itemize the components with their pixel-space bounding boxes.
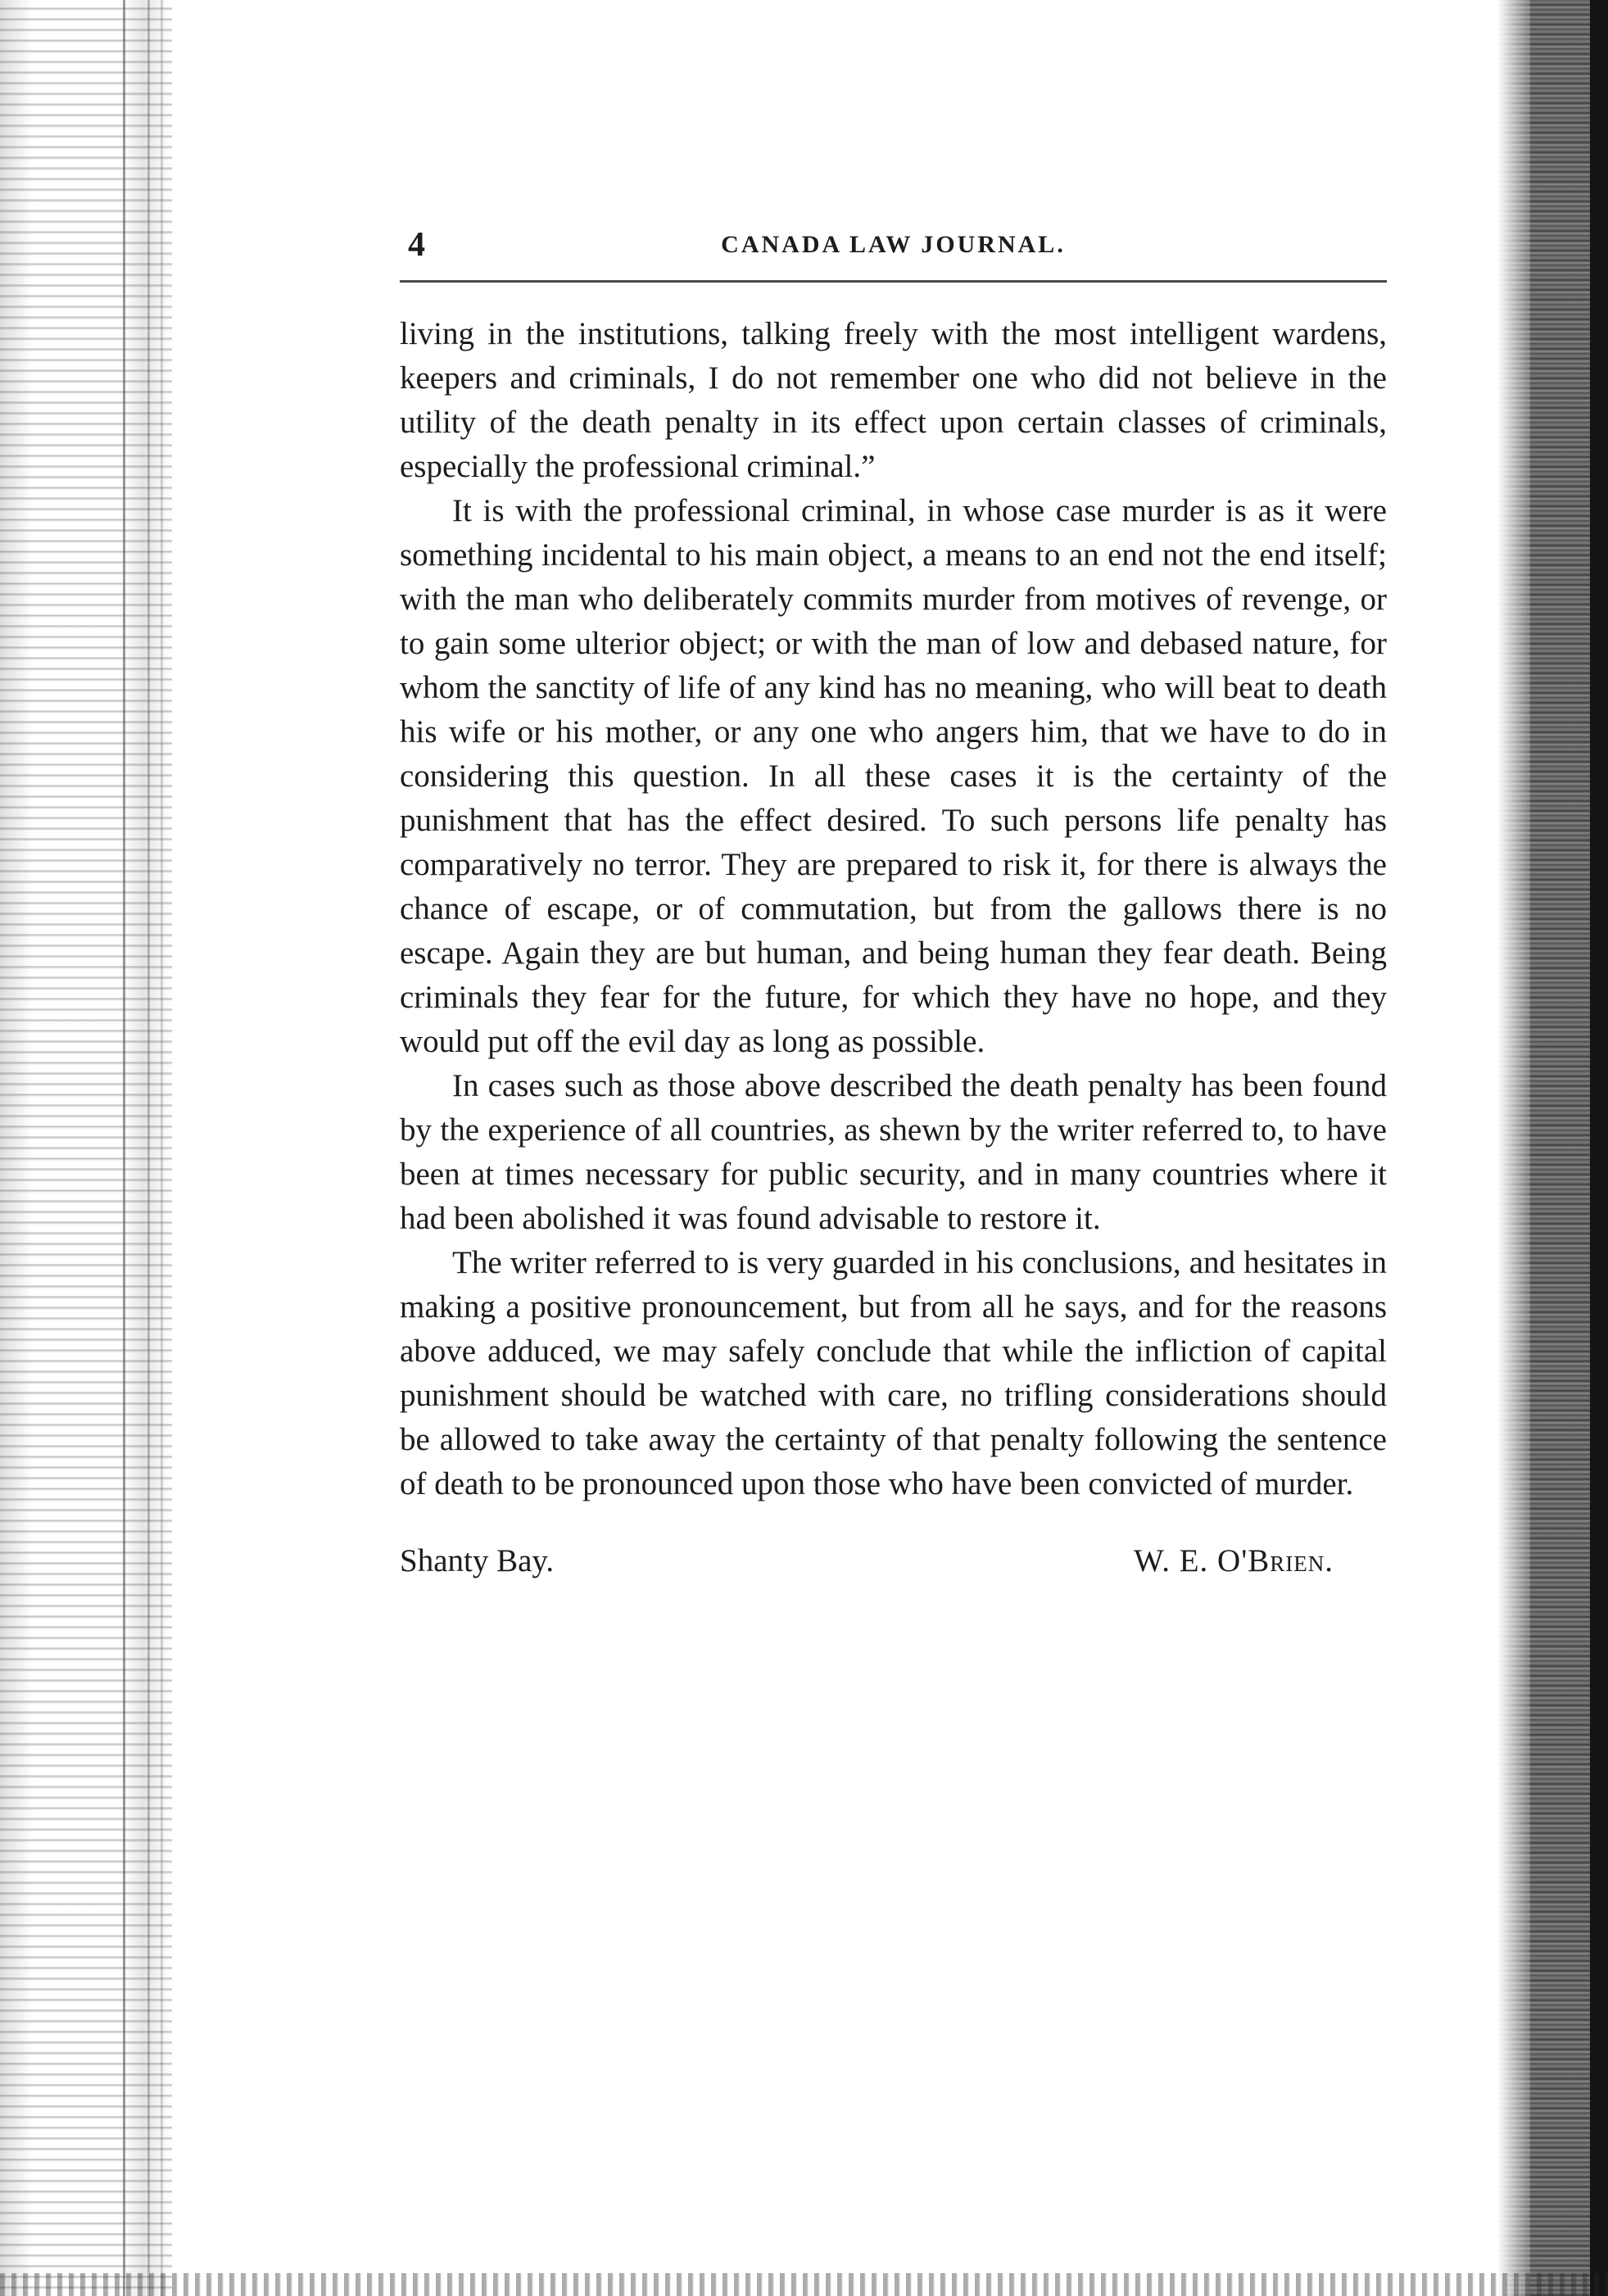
signature-author: W. E. O'Brien.	[1134, 1543, 1334, 1578]
journal-title: CANADA LAW JOURNAL.	[721, 231, 1066, 258]
scan-binding-line	[161, 0, 163, 2296]
signature-place: Shanty Bay.	[400, 1543, 555, 1578]
scan-binding-line	[147, 0, 150, 2296]
paragraph: The writer referred to is very guarded in his conclusions, and hesitates in making a positive pronouncement, but from all he says, and for the reasons above adduced, we may safely conclude that while the infliction of capital punishment should be watched with care, no trifling considerations should be allowed to take away the certainty of that penalty following the sentence of death to be pronounced upon those who have been convicted of murder.	[400, 1245, 1387, 1501]
running-header	[400, 221, 1387, 269]
scan-left-margin	[0, 0, 172, 2296]
paragraph: In cases such as those above described the death penalty has been found by the experience of all countries, as shewn by the writer referred to, to have been at times necessary for public security, and in many countries where it had been abolished it was found advisable to restore it.	[400, 1068, 1387, 1236]
journal-page	[400, 221, 1387, 1583]
scan-right-edge	[1497, 0, 1608, 2296]
page-number: 4	[408, 226, 425, 264]
article-body	[400, 312, 1387, 1506]
signature-line	[400, 1539, 1387, 1583]
scan-bottom-edge	[0, 2273, 1608, 2296]
paragraph-continued: living in the institutions, talking freely with the most intelligent wardens, keepers and criminals, I do not remember one who did not believe in the utility of the death penalty in its effect upon certain classes of criminals, especially the professional criminal.”	[400, 316, 1387, 484]
scan-binding-line	[123, 0, 125, 2296]
paragraph: It is with the professional criminal, in whose case murder is as it were something incidental to his main object, a means to an end not the end itself; with the man who deliberately commits murder from motives of revenge, or to gain some ulterior object; or with the man of low and debased nature, for whom the sanctity of life of any kind has no meaning, who will beat to death his wife or his mother, or any one who angers him, that we have to do in considering this question. In all these cases it is the certainty of the punishment that has the effect desired. To such persons life penalty has comparatively no terror. They are prepared to risk it, for there is always the chance of escape, or of commutation, but from the gallows there is no escape. Again they are but human, and being human they fear death. Being criminals they fear for the future, for which they have no hope, and they would put off the evil day as long as possible.	[400, 493, 1387, 1059]
header-rule	[400, 280, 1387, 283]
